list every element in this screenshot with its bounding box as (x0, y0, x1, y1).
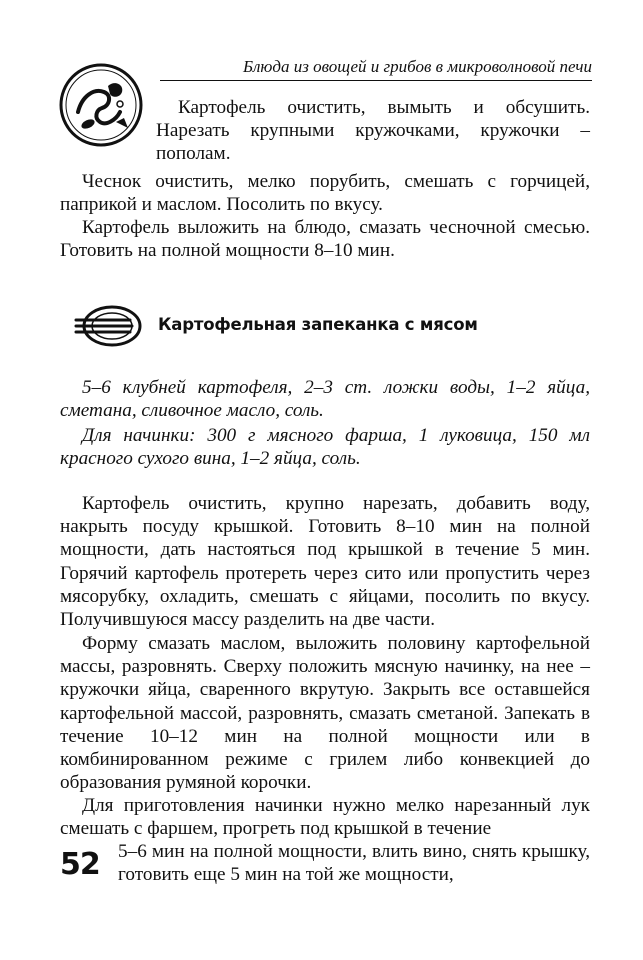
filling-ingredients: Для начинки: 300 г мясного фарша, 1 луковица, 150 мл красного сухого вина, 1–2 яйца, соль. (60, 425, 590, 470)
chef-emblem-icon (58, 62, 144, 148)
step-paragraph-1: Картофель очистить, крупно нарезать, добавить воду, накрыть посуду крышкой. Готовить 8–10 мин на полной мощности, дать настояться под крышкой в течение 5 мин. Горячий картофель протереть через сито или пропустить через мясорубку, охладить, смешать с яйцами, посолить по вкусу. Получившуюся массу разделить на две части. (60, 493, 590, 631)
recipe-title: Картофельная запеканка с мясом (158, 315, 478, 334)
step-paragraph-3: Для приготовления начинки нужно мелко нарезанный лук смешать с фаршем, прогреть под крышкой в течение (60, 795, 590, 840)
prev-paragraph-2: Чеснок очистить, мелко порубить, смешать с горчицей, паприкой и маслом. Посолить по вкусу. (60, 171, 590, 216)
prev-paragraph-3: Картофель выложить на блюдо, смазать чесночной смесью. Готовить на полной мощности 8–10 мин. (60, 217, 590, 262)
page-number: 52 (60, 847, 100, 882)
prev-paragraph-1: Картофель очистить, вымыть и обсушить. Нарезать крупными кружочками, кружочки – пополам. (156, 97, 590, 165)
ingredients-list: 5–6 клубней картофеля, 2–3 ст. ложки воды, 1–2 яйца, сметана, сливочное масло, соль. (60, 377, 590, 422)
page-header: Блюда из овощей и грибов в микроволновой печи (160, 56, 592, 81)
step-paragraph-3-continued: 5–6 мин на полной мощности, влить вино, снять крышку, готовить еще 5 мин на той же мощности, (118, 841, 590, 886)
plate-cutlery-icon (72, 304, 144, 348)
step-paragraph-2: Форму смазать маслом, выложить половину картофельной массы, разровнять. Сверху положить мясную начинку, на нее – кружочки яйца, сваренного вкрутую. Закрыть все оставшейся картофельной массой, разровнять, смазать сметаной. Запекать в течение 10–12 мин на полной мощности или в комбинированном режиме с грилем либо конвекцией до образования румяной корочки. (60, 633, 590, 794)
